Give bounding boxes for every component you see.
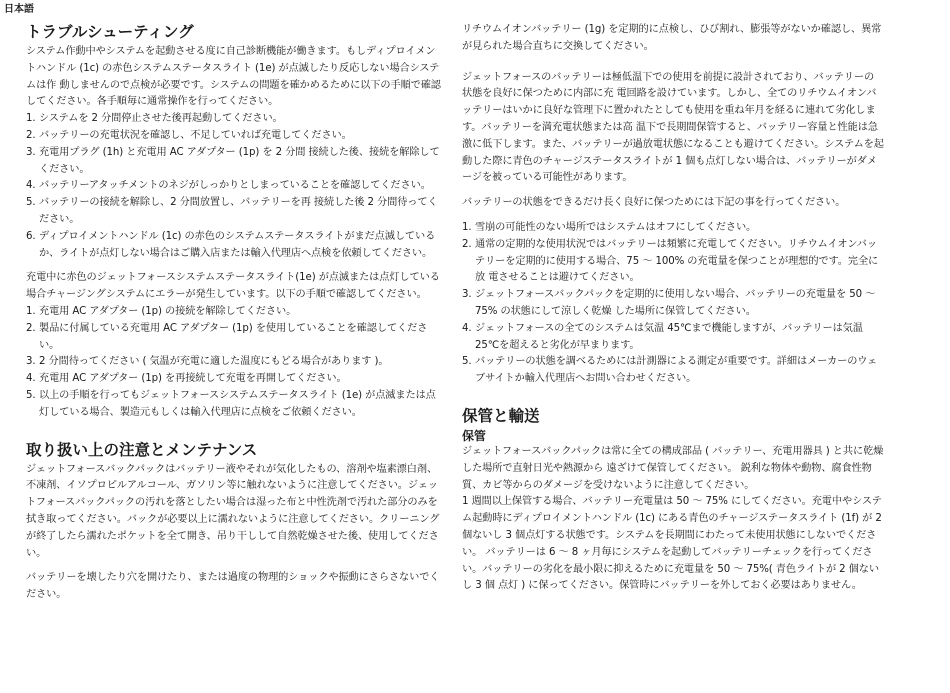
storage-title: 保管と輸送 — [462, 406, 540, 425]
troubleshooting-title: トラブルシューティング — [26, 23, 194, 41]
list-item-text: バッテリーの接続を解除し、2 分間放置し、バッテリーを再 接続した後 2 分間待ってください。 — [39, 197, 438, 225]
troubleshooting-section — [26, 22, 444, 422]
list-item-number: 5. — [462, 356, 472, 368]
list-item-text: バッテリーの状態を調べるためには計測器による測定が重要です。詳細はメーカーのウェブサイトか輸入代理店へお問い合わせください。 — [475, 356, 878, 385]
list-item-text: 充電用 AC アダプター (1p) を再接続して充電を再開してください。 — [39, 373, 347, 385]
list-item — [26, 128, 444, 145]
list-item-text: ジェットフォースバックパックを定期的に使用しない場合、バッテリーの充電量を 50 ～ 75% の状態にして涼しく乾燥 した場所に保管してください。 — [475, 289, 876, 317]
list-item — [26, 111, 444, 128]
list-item — [26, 145, 444, 179]
list-item-text: ジェットフォースの全てのシステムは気温 45℃まで機能しますが、バッテリーは気温 25℃を超えると劣化が早まります。 — [475, 322, 863, 351]
list-item — [462, 354, 884, 388]
list-item — [462, 321, 884, 355]
list-item-number: 1. — [26, 113, 36, 125]
list-item-number: 1. — [462, 221, 472, 233]
list-item-number: 3. — [462, 289, 472, 301]
list-item-text: 通常の定期的な使用状況ではバッテリーは頻繁に充電してください。リチウムイオンバッテリーを定期的に使用する場合、75 ～ 100% の充電量を保つことが理想的です。完全に放 電させることは避けてください。 — [475, 238, 879, 284]
list-item-text: システムを 2 分間停止させた後再起動してください。 — [39, 113, 283, 125]
list-item-number: 3. — [26, 356, 36, 368]
charging-steps — [26, 304, 444, 422]
handling-title: 取り扱い上の注意とメンテナンス — [26, 440, 258, 459]
list-item-number: 4. — [462, 322, 472, 334]
storage-para-1: ジェットフォースバックパックは常に全ての構成部品 ( バッテリー、充電用器具 ) と共に乾燥した場所で直射日光や熱源から 遠ざけて保管してください。 鋭利な物体や動物、腐食性物質、カビ等からのダメージを受けないように注意してください。 — [462, 445, 884, 491]
list-item-text: 充電用 AC アダプター (1p) の接続を解除してください。 — [39, 305, 297, 317]
handling-para-1: ジェットフォースバックパックはバッテリー液やそれが気化したもの、溶剤や塩素漂白剤、不凍剤、イソプロピルアルコール、ガソリン等に触れないように注意してください。ジェットフォースバックパックの汚れを落としたい場合は湿った布と中性洗剤で汚れた部分のみを拭き取ってください。バックが必要以上に濡れないように注意してください。クリーニングが終了したら濡れたポケットを全て開き、吊り干しして自然乾燥させた後、使用してください。 — [26, 463, 440, 559]
handling-section — [26, 440, 444, 604]
list-item-text: バッテリーの充電状況を確認し、不足していれば充電してください。 — [39, 129, 352, 141]
list-item-number: 4. — [26, 373, 36, 385]
list-item — [26, 304, 444, 321]
list-item-number: 1. — [26, 305, 36, 317]
troubleshooting-steps — [26, 111, 444, 262]
list-item-number: 5. — [26, 389, 36, 401]
list-item-text: 製品に付属している充電用 AC アダプター (1p) を使用していることを確認してください。 — [39, 322, 428, 351]
handling-para-2: バッテリーを壊したり穴を開けたり、または過度の物理的ショックや振動にさらさないでください。 — [26, 572, 440, 601]
list-item — [26, 354, 444, 371]
list-item — [26, 388, 444, 422]
list-item-number: 5. — [26, 197, 36, 209]
left-column — [26, 22, 444, 604]
list-item — [26, 178, 444, 195]
storage-section — [462, 406, 884, 595]
list-item-number: 6. — [26, 230, 36, 242]
list-item — [462, 287, 884, 321]
list-item — [26, 229, 444, 263]
list-item — [26, 371, 444, 388]
list-item-number: 2. — [26, 322, 36, 334]
list-item-number: 2. — [26, 129, 36, 141]
battery-tips-intro: バッテリーの状態をできるだけ長く良好に保つためには下記の事を行ってください。 — [462, 197, 846, 209]
list-item-text: 以上の手順を行ってもジェットフォースシステムステータスライト (1e) が点滅または点灯している場合、製造元もしくは輸入代理店に点検をご依頼ください。 — [39, 389, 436, 418]
list-item-text: 2 分間待ってください ( 気温が充電に適した温度にもどる場合があります )。 — [39, 356, 389, 368]
charging-intro: 充電中に赤色のジェットフォースシステムステータスライト(1e) が点滅または点灯している場合チャージングシステムにエラーが発生しています。以下の手順で確認してください。 — [26, 272, 440, 301]
list-item-number: 4. — [26, 180, 36, 192]
battery-para-2: ジェットフォースのバッテリーは極低温下での使用を前提に設計されており、バッテリーの状態を良好に保つために内部に充 電回路を設けています。しかし、全てのリチウムイオンバッテリーはいかに良好な管理下に置かれたとしても使用を重ね年月を経るに連れて劣化します。バッテリーを満充電状態または高 温下で長期間保管すると、バッテリー容量と性能は急激に低下します。また、バッテリーが過放電状態になることも避けてください。システムを起動した際に青色のチャージステータスライトが 1 個も点灯しない場合は、バッテリーがダメージを被っている可能性があります。 — [462, 71, 884, 184]
list-item-number: 3. — [26, 146, 36, 158]
list-item — [462, 220, 884, 237]
list-item — [462, 237, 884, 287]
right-column — [462, 22, 884, 595]
list-item — [26, 321, 444, 355]
battery-tips — [462, 220, 884, 388]
battery-section — [462, 22, 884, 388]
list-item-text: ディプロイメントハンドル (1c) の赤色のシステムステータスライトがまだ点滅しているか、ライトが点灯しない場合はご購入店または輸入代理店へ点検を依頼してください。 — [39, 230, 436, 259]
list-item-number: 2. — [462, 238, 472, 250]
language-label: 日本語 — [4, 4, 34, 15]
troubleshooting-intro: システム作動中やシステムを起動させる度に自己診断機能が働きます。もしディプロイメントハンドル (1c) の赤色システムステータスライト (1e) が点滅したり反応しない場合システムは作 動しませんので点検が必要です。システムの問題を確かめるために以下の手順で確認してください。各手順毎に通常操作を行ってください。 — [26, 46, 441, 108]
list-item-text: バッテリーアタッチメントのネジがしっかりとしまっていることを確認してください。 — [39, 180, 431, 192]
list-item — [26, 195, 444, 229]
list-item-text: 雪崩の可能性のない場所ではシステムはオフにしてください。 — [475, 221, 757, 233]
list-item-text: 充電用プラグ (1h) と充電用 AC アダプター (1p) を 2 分間 接続した後、接続を解除してください。 — [39, 146, 440, 175]
storage-subtitle: 保管 — [462, 428, 486, 443]
storage-para-2: 1 週間以上保管する場合、バッテリー充電量は 50 ～ 75% にしてください。充電中やシステム起動時にディプロイメントハンドル (1c) にある青色のチャージステータスライト (1f) が 2 個ないし 3 個点灯する状態です。システムを長期間にわたって未使用状態にしないでください。 バッテリーは 6 ～ 8 ヶ月毎にシステムを起動してバッテリーチェックを行ってください。バッテリーの劣化を最小限に抑えるために充電量を 50 ～ 75%( 青色ライトが 2 個ないし 3 個 点灯 ) に保ってください。保管時にバッテリーを外しておく必要はありません。 — [462, 496, 882, 592]
battery-para-1: リチウムイオンバッテリー (1g) を定期的に点検し、ひび割れ、膨張等がないか確認し、異常が見られた場合直ちに交換してください。 — [462, 24, 882, 52]
